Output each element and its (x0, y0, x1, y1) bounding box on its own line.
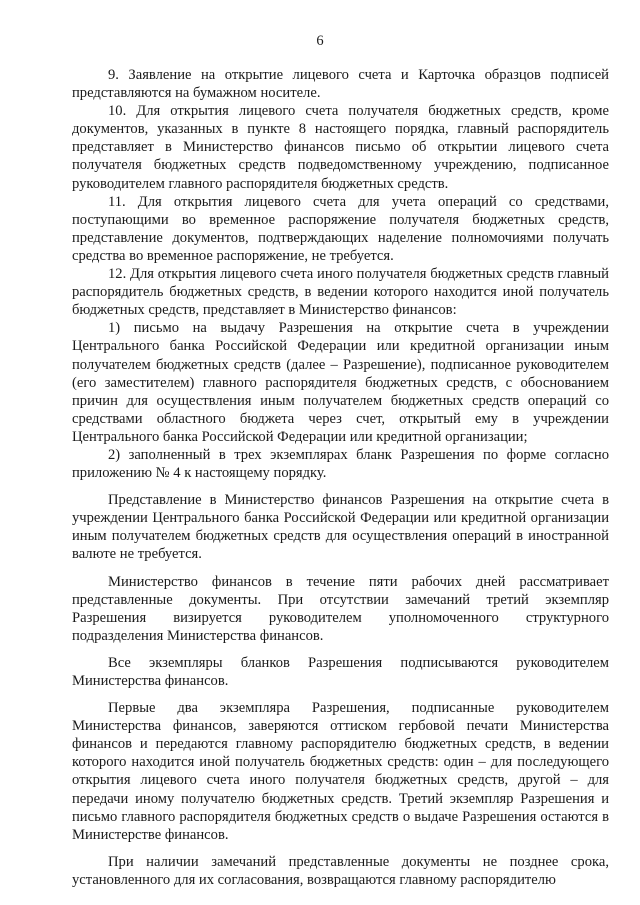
paragraph-copies: Первые два экземпляра Разрешения, подписанные руководителем Министерства финансов, заверяются оттиском гербовой печати Министерства финансов и передаются главному распорядителю бюджетных средств, в ведении которого находится иной получатель бюджетных средств: один – для последующего открытия лицевого счета иного получателя бюджетных средств, другой – для передачи иному получателю бюджетных средств. Третий экземпляр Разрешения и письмо главного распорядителя бюджетных средств о выдаче Разрешения остаются в Министерстве финансов. (72, 700, 609, 843)
paragraph-remarks: При наличии замечаний представленные документы не позднее срока, установленного для их согласования, возвращаются главному распорядителю (72, 853, 609, 888)
paragraph-review: Министерство финансов в течение пяти рабочих дней рассматривает представленные документы. При отсутствии замечаний третий экземпляр Разрешения визируется руководителем уполномоченного структурного подразделения Министерства финансов. (72, 573, 609, 644)
subitem-1: 1) письмо на выдачу Разрешения на открытие счета в учреждении Центрального банка Российской Федерации или кредитной организации иным получателем бюджетных средств (далее – Разрешение), подписанное руководителем (его заместителем) главного распорядителя бюджетных средств, с обоснованием причин для осуществления иным получателем бюджетных средств операций со средствами областного бюджета через счет, открытый ему в учреждении Центрального банка Российской Федерации или кредитной организации; (72, 320, 609, 445)
paragraph-item-11: 11. Для открытия лицевого счета для учета операций со средствами, поступающими во временное распоряжение получателя бюджетных средств, представление документов, подтверждающих наделение полномочиями получать средства во временное распоряжение, не требуется. (72, 193, 609, 264)
paragraph-item-10: 10. Для открытия лицевого счета получателя бюджетных средств, кроме документов, указанных в пункте 8 настоящего порядка, главный распорядитель представляет в Министерство финансов письмо об открытии лицевого счета получателя бюджетных средств подведомственному учреждению, подписанное руководителем главного распорядителя бюджетных средств. (72, 103, 609, 192)
document-body (72, 66, 609, 889)
paragraph-item-9: 9. Заявление на открытие лицевого счета и Карточка образцов подписей представляются на бумажном носителе. (72, 67, 609, 102)
paragraph-item-12: 12. Для открытия лицевого счета иного получателя бюджетных средств главный распорядитель бюджетных средств, в ведении которого находится иной получатель бюджетных средств, представляет в Министерство финансов: (72, 266, 609, 319)
paragraph-signing: Все экземпляры бланков Разрешения подписываются руководителем Министерства финансов. (72, 654, 609, 689)
subitem-2: 2) заполненный в трех экземплярах бланк Разрешения по форме согласно приложению № 4 к настоящему порядку. (72, 446, 609, 482)
paragraph-foreign-currency: Представление в Министерство финансов Разрешения на открытие счета в учреждении Центрального банка Российской Федерации или кредитной организации иным получателем бюджетных средств для осуществления операций в иностранной валюте не требуется. (72, 492, 609, 563)
page-number: 6 (316, 33, 324, 49)
